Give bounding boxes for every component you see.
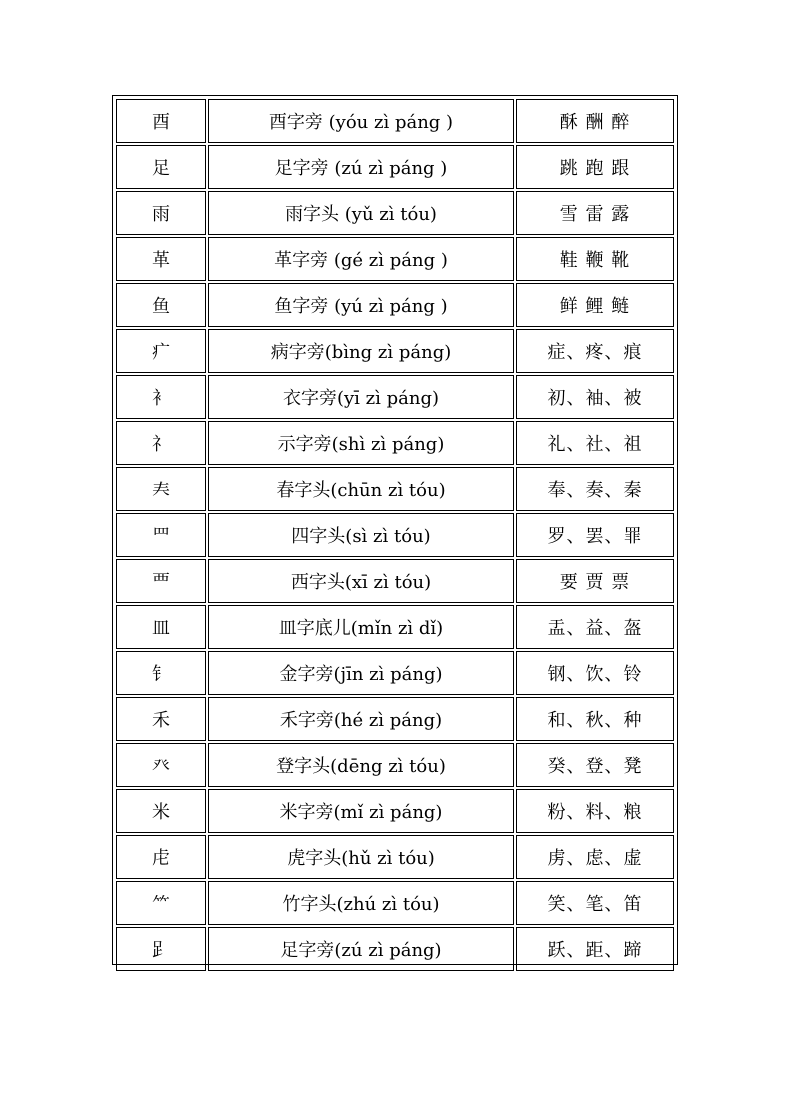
radical-name-cell: 西字头(xī zì tóu) <box>208 559 514 603</box>
example-chars-cell: 粉、料、粮 <box>516 789 674 833</box>
example-chars-cell: 鞋 鞭 靴 <box>516 237 674 281</box>
example-chars-cell: 虏、虑、虚 <box>516 835 674 879</box>
table-row <box>116 191 674 235</box>
radical-table-grid <box>114 97 676 973</box>
example-chars-cell: 笑、笔、笛 <box>516 881 674 925</box>
radical-name-cell: 病字旁(bìng zì páng) <box>208 329 514 373</box>
table-row <box>116 927 674 971</box>
radical-name-cell: 雨字头 (yǔ zì tóu) <box>208 191 514 235</box>
table-row <box>116 467 674 511</box>
table-row <box>116 421 674 465</box>
radical-cell: 𧾷 <box>116 927 206 971</box>
radical-name-cell: 衣字旁(yī zì páng) <box>208 375 514 419</box>
radical-name-cell: 登字头(dēng zì tóu) <box>208 743 514 787</box>
table-row <box>116 99 674 143</box>
table-row <box>116 743 674 787</box>
example-chars-cell: 酥 酬 醉 <box>516 99 674 143</box>
radical-cell: 鱼 <box>116 283 206 327</box>
example-chars-cell: 鲜 鲤 鲢 <box>516 283 674 327</box>
radical-name-cell: 革字旁 (gé zì páng ) <box>208 237 514 281</box>
table-row <box>116 513 674 557</box>
table-row <box>116 835 674 879</box>
radical-name-cell: 禾字旁(hé zì páng) <box>208 697 514 741</box>
radical-cell: 疒 <box>116 329 206 373</box>
radical-name-cell: 酉字旁 (yóu zì páng ) <box>208 99 514 143</box>
example-chars-cell: 和、秋、种 <box>516 697 674 741</box>
example-chars-cell: 症、疼、痕 <box>516 329 674 373</box>
radical-cell: 革 <box>116 237 206 281</box>
table-row <box>116 329 674 373</box>
radical-cell: 雨 <box>116 191 206 235</box>
example-chars-cell: 跳 跑 跟 <box>516 145 674 189</box>
radical-name-cell: 虎字头(hǔ zì tóu) <box>208 835 514 879</box>
radical-cell: 𡗗 <box>116 467 206 511</box>
radical-table-body <box>116 99 674 971</box>
radical-name-cell: 金字旁(jīn zì páng) <box>208 651 514 695</box>
radical-name-cell: 皿字底儿(mǐn zì dǐ) <box>208 605 514 649</box>
radical-name-cell: 足字旁 (zú zì páng ) <box>208 145 514 189</box>
table-row <box>116 283 674 327</box>
table-row <box>116 145 674 189</box>
radical-cell: 米 <box>116 789 206 833</box>
example-chars-cell: 礼、社、祖 <box>516 421 674 465</box>
table-row <box>116 605 674 649</box>
radical-cell: ⺮ <box>116 881 206 925</box>
example-chars-cell: 盂、益、盔 <box>516 605 674 649</box>
radical-cell: 钅 <box>116 651 206 695</box>
radical-table <box>112 95 678 965</box>
radical-cell: 足 <box>116 145 206 189</box>
table-row <box>116 375 674 419</box>
table-row <box>116 651 674 695</box>
example-chars-cell: 奉、奏、秦 <box>516 467 674 511</box>
radical-name-cell: 足字旁(zú zì páng) <box>208 927 514 971</box>
radical-name-cell: 春字头(chūn zì tóu) <box>208 467 514 511</box>
table-row <box>116 559 674 603</box>
radical-name-cell: 竹字头(zhú zì tóu) <box>208 881 514 925</box>
radical-cell: 覀 <box>116 559 206 603</box>
example-chars-cell: 跃、距、蹄 <box>516 927 674 971</box>
radical-cell: 癶 <box>116 743 206 787</box>
radical-name-cell: 鱼字旁 (yú zì páng ) <box>208 283 514 327</box>
table-row <box>116 697 674 741</box>
table-row <box>116 789 674 833</box>
radical-cell: 礻 <box>116 421 206 465</box>
radical-name-cell: 四字头(sì zì tóu) <box>208 513 514 557</box>
radical-cell: 衤 <box>116 375 206 419</box>
example-chars-cell: 钢、饮、铃 <box>516 651 674 695</box>
table-row <box>116 237 674 281</box>
radical-cell: 皿 <box>116 605 206 649</box>
radical-cell: 虍 <box>116 835 206 879</box>
radical-name-cell: 示字旁(shì zì páng) <box>208 421 514 465</box>
example-chars-cell: 要 贾 票 <box>516 559 674 603</box>
example-chars-cell: 癸、登、凳 <box>516 743 674 787</box>
radical-cell: 罒 <box>116 513 206 557</box>
radical-cell: 酉 <box>116 99 206 143</box>
example-chars-cell: 罗、罢、罪 <box>516 513 674 557</box>
example-chars-cell: 雪 雷 露 <box>516 191 674 235</box>
example-chars-cell: 初、袖、被 <box>516 375 674 419</box>
table-row <box>116 881 674 925</box>
radical-name-cell: 米字旁(mǐ zì páng) <box>208 789 514 833</box>
radical-cell: 禾 <box>116 697 206 741</box>
